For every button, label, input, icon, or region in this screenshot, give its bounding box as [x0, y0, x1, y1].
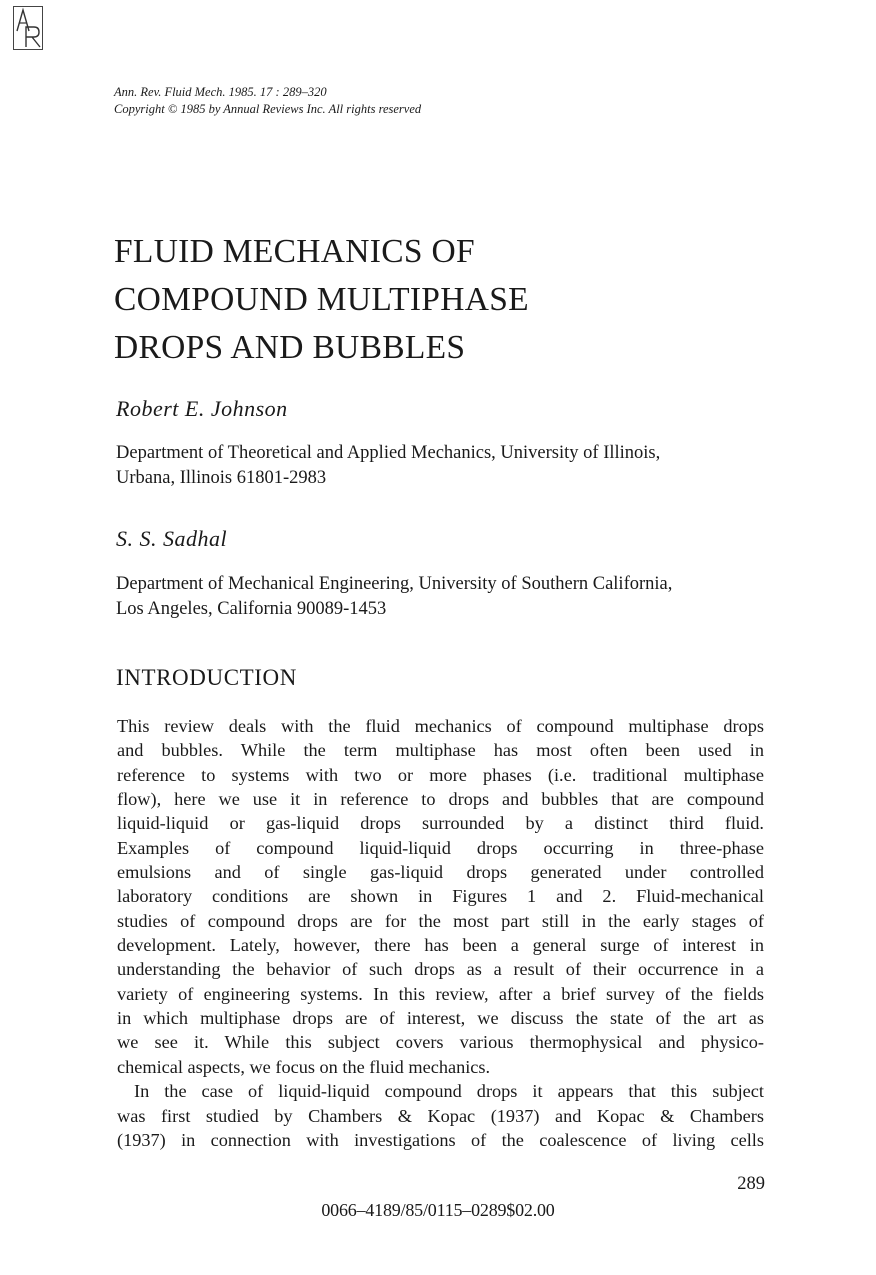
title-line: COMPOUND MULTIPHASE	[114, 281, 529, 318]
title-line: DROPS AND BUBBLES	[114, 329, 466, 366]
body-line: development. Lately, however, there has been a general surge of interest in	[117, 935, 764, 956]
body-line: In the case of liquid-liquid compound drops it appears that this subject	[134, 1081, 764, 1102]
publisher-logo	[13, 6, 43, 50]
article-title	[114, 228, 754, 372]
affiliation-line: Los Angeles, California 90089-1453	[116, 599, 387, 619]
journal-citation	[114, 84, 421, 118]
author-affiliation	[116, 572, 766, 622]
author-affiliation	[116, 441, 766, 491]
citation-copyright-line: Copyright © 1985 by Annual Reviews Inc. All rights reserved	[114, 102, 422, 116]
body-line: Examples of compound liquid-liquid drops occurring in three-phase	[117, 837, 764, 858]
affiliation-line: Department of Theoretical and Applied Mechanics, University of Illinois,	[116, 443, 661, 463]
body-line: we see it. While this subject covers various thermophysical and physico-	[117, 1032, 764, 1053]
body-line: studies of compound drops are for the most part still in the early stages of	[117, 910, 764, 931]
body-line: chemical aspects, we focus on the fluid mechanics.	[117, 1056, 491, 1077]
copyright-code: 0066–4189/85/0115–0289$02.00	[321, 1200, 555, 1220]
body-line: understanding the behavior of such drops as a result of their occurrence in a	[117, 959, 764, 980]
title-line: FLUID MECHANICS OF	[114, 233, 475, 270]
body-line: in which multiphase drops are of interest, we discuss the state of the art as	[117, 1008, 764, 1029]
body-line: reference to systems with two or more phases (i.e. traditional multiphase	[117, 764, 764, 785]
body-line: This review deals with the fluid mechanics of compound multiphase drops	[117, 716, 764, 736]
body-paragraphs	[117, 714, 764, 1152]
author-name: S. S. Sadhal	[116, 526, 228, 551]
page-number: 289	[737, 1174, 765, 1194]
citation-journal-line: Ann. Rev. Fluid Mech. 1985. 17 : 289–320	[114, 85, 327, 99]
body-line: variety of engineering systems. In this review, after a brief survey of the fields	[117, 983, 764, 1004]
author-name: Robert E. Johnson	[116, 396, 288, 421]
body-line: (1937) in connection with investigations of the coalescence of living cells	[117, 1129, 764, 1150]
affiliation-line: Department of Mechanical Engineering, University of Southern California,	[116, 574, 673, 594]
section-heading: INTRODUCTION	[116, 665, 297, 690]
body-line: flow), here we use it in reference to drops and bubbles that are compound	[117, 789, 764, 810]
body-line: liquid-liquid or gas-liquid drops surrounded by a distinct third fluid.	[117, 813, 764, 834]
affiliation-line: Urbana, Illinois 61801-2983	[116, 468, 327, 488]
body-line: and bubbles. While the term multiphase has most often been used in	[117, 740, 764, 761]
body-line: was first studied by Chambers & Kopac (1937) and Kopac & Chambers	[117, 1105, 764, 1126]
body-line: laboratory conditions are shown in Figures 1 and 2. Fluid-mechanical	[117, 886, 764, 907]
body-line: emulsions and of single gas-liquid drops generated under controlled	[117, 862, 764, 883]
annual-reviews-logo-icon	[14, 7, 42, 49]
